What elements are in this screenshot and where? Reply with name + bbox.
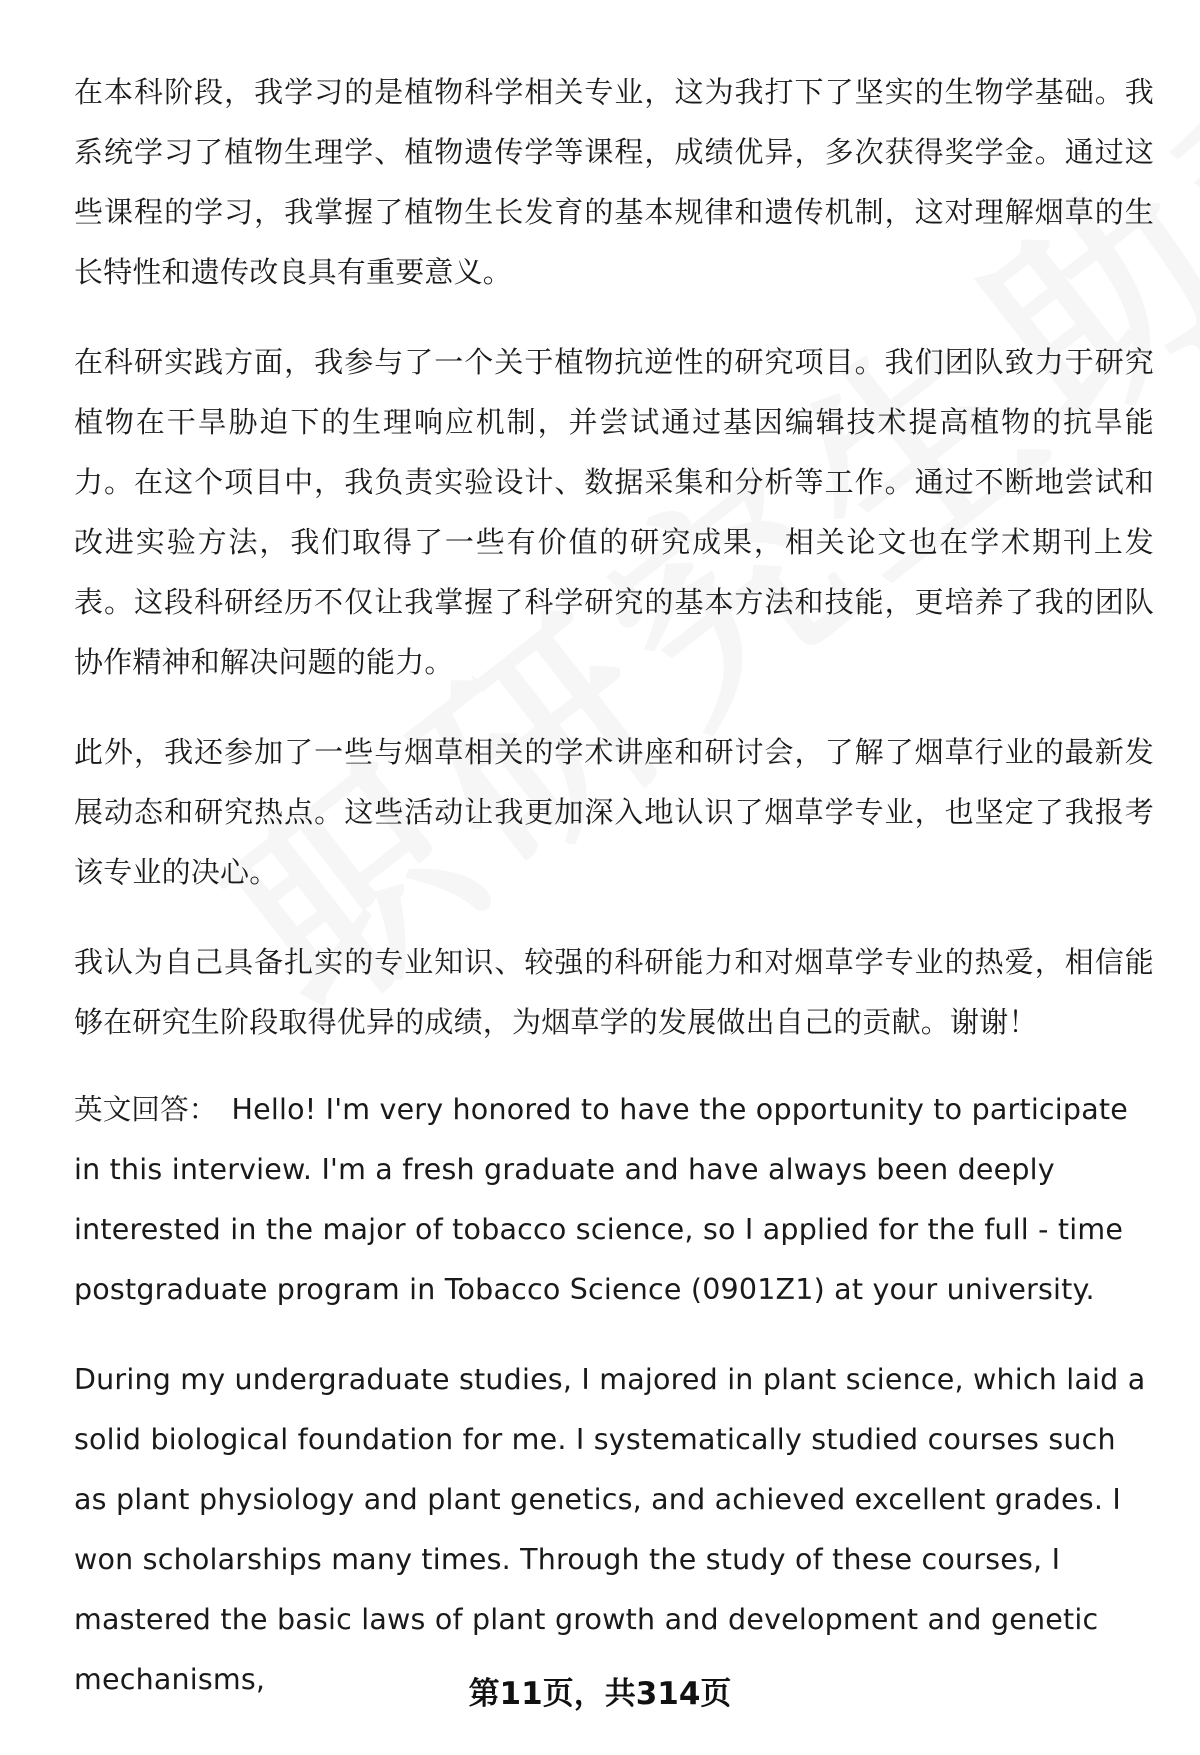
paragraph-english-answer bbox=[74, 1080, 1154, 1320]
paragraph-research-cn: 在科研实践方面，我参与了一个关于植物抗逆性的研究项目。我们团队致力于研究植物在干旱胁迫下的生理响应机制，并尝试通过基因编辑技术提高植物的抗旱能力。在这个项目中，我负责实验设计、数据采集和分析等工作。通过不断地尝试和改进实验方法，我们取得了一些有价值的研究成果，相关论文也在学术期刊上发表。这段科研经历不仅让我掌握了科学研究的基本方法和技能，更培养了我的团队协作精神和解决问题的能力。 bbox=[74, 345, 1154, 679]
paragraph-undergraduate-cn: 在本科阶段，我学习的是植物科学相关专业，这为我打下了坚实的生物学基础。我系统学习了植物生理学、植物遗传学等课程，成绩优异，多次获得奖学金。通过这些课程的学习，我掌握了植物生长发育的基本规律和遗传机制，这对理解烟草的生长特性和遗传改良具有重要意义。 bbox=[74, 75, 1154, 289]
document-page bbox=[74, 62, 1154, 1740]
english-answer-label: 英文回答： bbox=[74, 1093, 218, 1126]
english-answer-text: Hello! I'm very honored to have the opportunity to participate in this interview. I'm a fresh graduate and have always been deeply interested in the major of tobacco science, so I applied for the full - time postgraduate program in Tobacco Science (0901Z1) at your university. bbox=[74, 1093, 1128, 1306]
paragraph-lectures-cn: 此外，我还参加了一些与烟草相关的学术讲座和研讨会，了解了烟草行业的最新发展动态和研究热点。这些活动让我更加深入地认识了烟草学专业，也坚定了我报考该专业的决心。 bbox=[74, 735, 1154, 889]
page-number-footer: 第11页，共314页 bbox=[468, 1676, 732, 1712]
paragraph-conclusion-cn: 我认为自己具备扎实的专业知识、较强的科研能力和对烟草学专业的热爱，相信能够在研究生阶段取得优异的成绩，为烟草学的发展做出自己的贡献。谢谢！ bbox=[74, 945, 1154, 1039]
paragraph-undergraduate-en: During my undergraduate studies, I majored in plant science, which laid a solid biological foundation for me. I systematically studied courses such as plant physiology and plant genetics, and achieved excellent grades. I won scholarships many times. Through the study of these courses, I mastered the basic laws of plant growth and development and genetic mechanisms, bbox=[74, 1363, 1146, 1696]
